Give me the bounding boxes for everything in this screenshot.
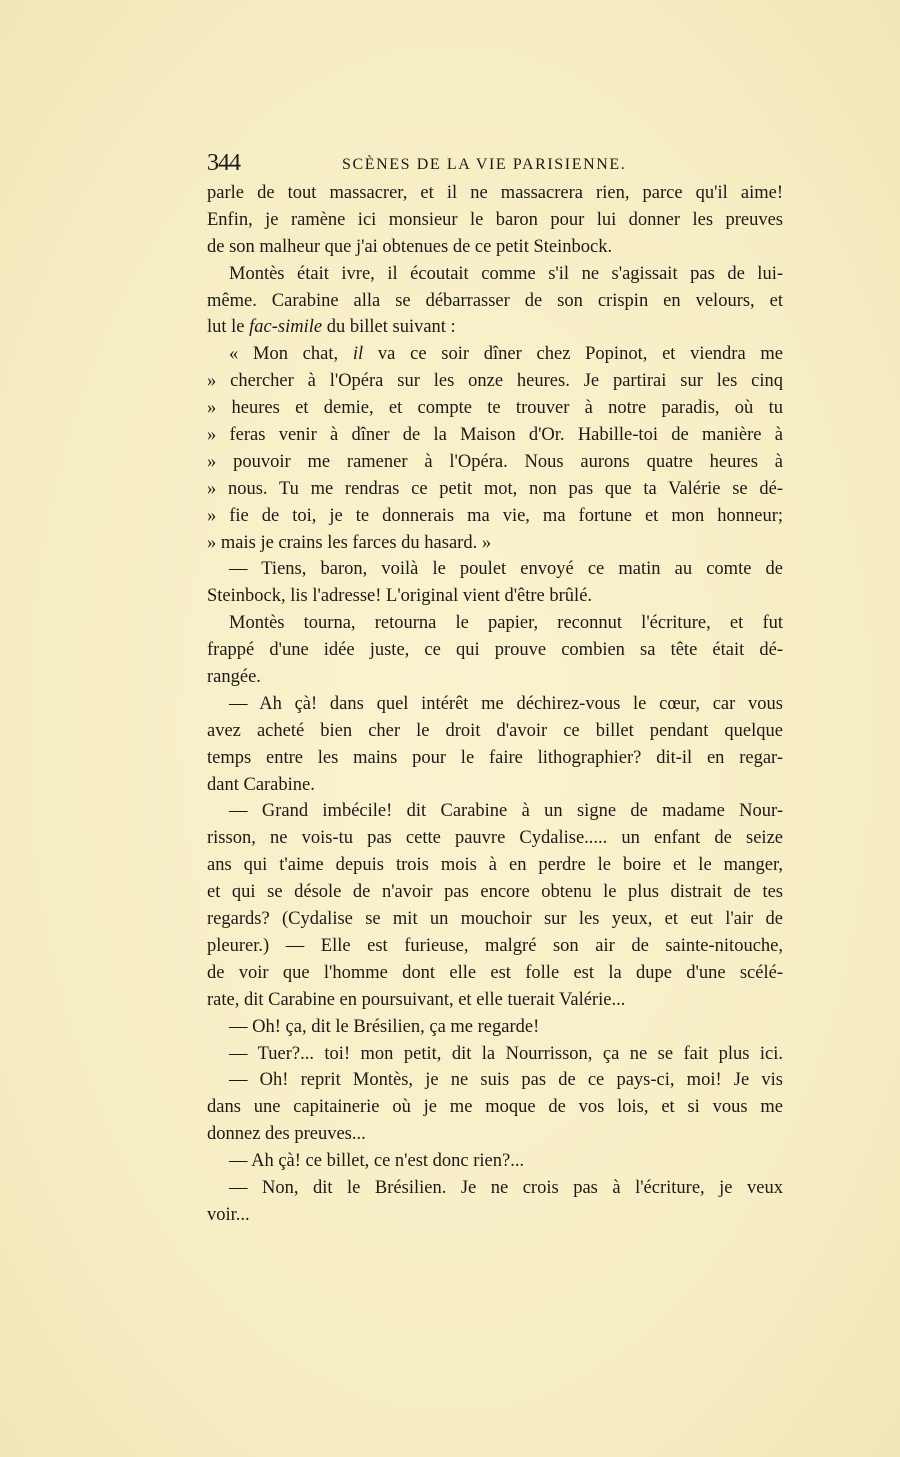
- text-line: ans qui t'aime depuis trois mois à en perdre le boire et le manger,: [207, 855, 783, 876]
- page-number: 344: [207, 150, 240, 176]
- text-line: » pouvoir me ramener à l'Opéra. Nous aurons quatre heures à: [207, 451, 783, 472]
- text-line: » fie de toi, je te donnerais ma vie, ma fortune et mon honneur;: [207, 505, 783, 526]
- text-line: rangée.: [207, 667, 261, 688]
- text-line: de voir que l'homme dont elle est folle est la dupe d'une scélé-: [207, 962, 783, 983]
- page-header: [207, 150, 783, 178]
- text-line: — Grand imbécile! dit Carabine à un signe de madame Nour-: [229, 801, 783, 822]
- text-line: Montès était ivre, il écoutait comme s'il ne s'agissait pas de lui-: [229, 263, 783, 284]
- text-line: voir...: [207, 1204, 250, 1225]
- text-line: et qui se désole de n'avoir pas encore obtenu le plus distrait de tes: [207, 882, 783, 903]
- text-line: Steinbock, lis l'adresse! L'original vient d'être brûlé.: [207, 586, 593, 607]
- text-line: avez acheté bien cher le droit d'avoir ce billet pendant quelque: [207, 720, 783, 741]
- text-line: rate, dit Carabine en poursuivant, et elle tuerait Valérie...: [207, 989, 626, 1010]
- page-body-text: [207, 180, 783, 1229]
- text-line: frappé d'une idée juste, ce qui prouve combien sa tête était dé-: [207, 640, 783, 661]
- text-line: temps entre les mains pour le faire lithographier? dit-il en regar-: [207, 747, 783, 768]
- text-line: parle de tout massacrer, et il ne massacrera rien, parce qu'il aime!: [207, 183, 783, 203]
- text-line: de son malheur que j'ai obtenues de ce petit Steinbock.: [207, 236, 613, 257]
- text-line: lut le fac-simile du billet suivant :: [207, 317, 456, 338]
- text-line: » nous. Tu me rendras ce petit mot, non pas que ta Valérie se dé-: [207, 478, 783, 499]
- text-line: regards? (Cydalise se mit un mouchoir sur les yeux, et eut l'air de: [207, 909, 783, 930]
- text-line: dans une capitainerie où je me moque de vos lois, et si vous me: [207, 1097, 783, 1118]
- text-line: — Ah çà! dans quel intérêt me déchirez-vous le cœur, car vous: [229, 693, 783, 714]
- text-line: » heures et demie, et compte te trouver à notre paradis, où tu: [207, 398, 783, 419]
- text-line: — Oh! reprit Montès, je ne suis pas de ce pays-ci, moi! Je vis: [229, 1070, 783, 1091]
- text-line: » feras venir à dîner de la Maison d'Or. Habille-toi de manière à: [207, 425, 783, 446]
- text-line: pleurer.) — Elle est furieuse, malgré son air de sainte-nitouche,: [207, 935, 783, 956]
- text-line: Enfin, je ramène ici monsieur le baron pour lui donner les preuves: [207, 209, 783, 230]
- text-line: » mais je crains les farces du hasard. »: [207, 532, 492, 553]
- text-line: — Tuer?... toi! mon petit, dit la Nourrisson, ça ne se fait plus ici.: [229, 1043, 783, 1064]
- text-line: donnez des preuves...: [207, 1124, 366, 1145]
- text-line: dant Carabine.: [207, 774, 315, 795]
- running-title: SCÈNES DE LA VIE PARISIENNE.: [342, 156, 627, 173]
- text-line: » chercher à l'Opéra sur les onze heures. Je partirai sur les cinq: [207, 371, 783, 392]
- text-line: — Oh! ça, dit le Brésilien, ça me regarde!: [229, 1016, 540, 1037]
- text-line: — Non, dit le Brésilien. Je ne crois pas à l'écriture, je veux: [229, 1177, 783, 1198]
- text-line: Montès tourna, retourna le papier, reconnut l'écriture, et fut: [229, 613, 783, 634]
- text-line: risson, ne vois-tu pas cette pauvre Cydalise..... un enfant de seize: [207, 828, 783, 849]
- text-line: — Tiens, baron, voilà le poulet envoyé ce matin au comte de: [229, 559, 783, 580]
- text-line: même. Carabine alla se débarrasser de son crispin en velours, et: [207, 290, 783, 311]
- text-line: — Ah çà! ce billet, ce n'est donc rien?...: [229, 1151, 525, 1172]
- text-line: « Mon chat, il va ce soir dîner chez Popinot, et viendra me: [229, 344, 783, 365]
